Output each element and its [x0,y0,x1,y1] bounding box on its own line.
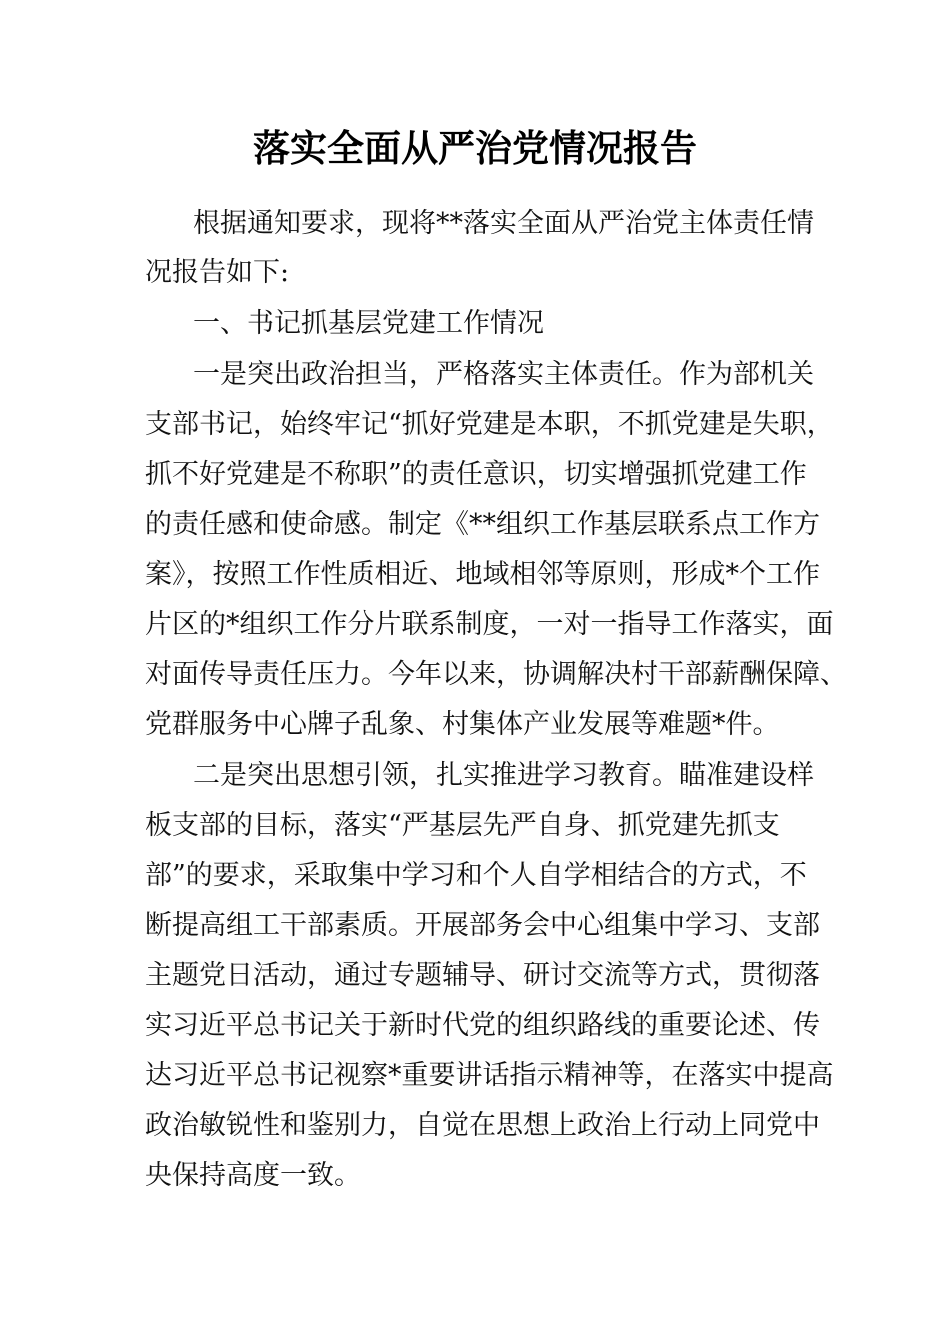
text-line: 片区的*组织工作分片联系制度，一对一指导工作落实，面 [145,609,834,640]
text-line: 政治敏锐性和鉴别力，自觉在思想上政治上行动上同党中 [145,1110,820,1141]
paragraph-line [0,851,950,901]
paragraph-line [0,1101,950,1151]
paragraph-line [0,199,950,249]
text-line: 实习近平总书记关于新时代党的组织路线的重要论述、传 [145,1010,820,1041]
section-heading [0,299,950,349]
text-line: 达习近平总书记视察*重要讲话指示精神等，在落实中提高 [145,1060,834,1091]
paragraph-line [0,751,950,801]
text-line: 党群服务中心牌子乱象、村集体产业发展等难题*件。 [145,709,780,740]
paragraph-line [0,400,950,450]
text-line: 根据通知要求，现将**落实全面从严治党主体责任情 [193,208,814,239]
paragraph-line [0,1001,950,1051]
text-line: 案》，按照工作性质相近、地域相邻等原则，形成*个工作 [145,559,820,590]
text-line: 一、书记抓基层党建工作情况 [193,308,544,339]
paragraph-line [0,901,950,951]
text-line: 的责任感和使命感。制定《**组织工作基层联系点工作方 [145,509,820,540]
text-line: 主题党日活动，通过专题辅导、研讨交流等方式，贯彻落 [145,960,820,991]
paragraph-line [0,500,950,550]
paragraph-line [0,248,950,298]
text-line: 一是突出政治担当，严格落实主体责任。作为部机关 [193,359,814,390]
text-line: 央保持高度一致。 [145,1160,361,1191]
paragraph-line [0,550,950,600]
document-title: 落实全面从严治党情况报告 [253,126,697,170]
text-line: 二是突出思想引领，扎实推进学习教育。瞄准建设样 [193,760,814,791]
paragraph-line [0,350,950,400]
paragraph-line [0,1051,950,1101]
text-line: 抓不好党建是不称职”的责任意识，切实增强抓党建工作 [145,459,807,490]
paragraph-line [0,700,950,750]
text-line: 况报告如下: [145,257,290,288]
text-line: 板支部的目标，落实“严基层先严自身、抓党建先抓支 [145,810,780,841]
paragraph-line [0,951,950,1001]
text-line: 部”的要求，采取集中学习和个人自学相结合的方式，不 [145,860,807,891]
paragraph-line [0,600,950,650]
text-line: 对面传导责任压力。今年以来，协调解决村干部薪酬保障、 [145,659,847,690]
paragraph-line [0,650,950,700]
paragraph-line [0,450,950,500]
text-line: 支部书记，始终牢记“抓好党建是本职，不抓党建是失职， [145,409,834,440]
paragraph-line [0,801,950,851]
paragraph-line [0,1151,950,1201]
text-line: 断提高组工干部素质。开展部务会中心组集中学习、支部 [145,910,820,941]
